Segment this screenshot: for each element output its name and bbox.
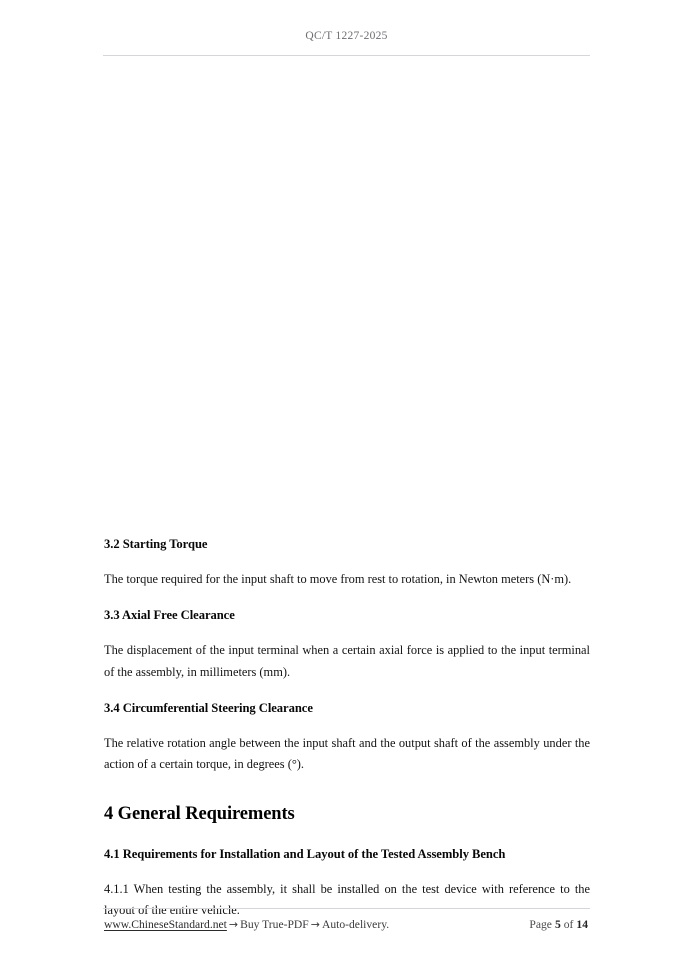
arrow-right-icon: → <box>310 918 320 931</box>
spacer <box>104 776 590 802</box>
page-content <box>104 70 590 921</box>
arrow-right-icon: → <box>228 918 239 931</box>
chinesestandard-site-link[interactable]: www.ChineseStandard.net <box>104 918 227 931</box>
section-paragraph-3-3: The displacement of the input terminal when a certain axial force is applied to the input terminal of the assembly, in millimeters (mm). <box>104 643 590 679</box>
footer-page-word: Page <box>529 918 552 931</box>
footer-divider-rule <box>103 908 590 909</box>
page-footer <box>104 918 590 931</box>
spacer <box>104 683 590 700</box>
chapter-heading-4: 4 General Requirements <box>104 803 295 824</box>
blank-upper-region <box>104 70 590 536</box>
section-heading-3-2: 3.2 Starting Torque <box>104 537 208 551</box>
section-heading-3-3: 3.3 Axial Free Clearance <box>104 608 235 623</box>
footer-promo-auto-delivery: Auto-delivery. <box>321 918 390 931</box>
spacer <box>104 624 590 640</box>
footer-promo-buy-true-pdf: Buy True-PDF <box>240 918 309 931</box>
spacer <box>104 590 590 607</box>
footer-total-pages: 14 <box>576 918 588 931</box>
running-header-standard-code: QC/T 1227-2025 <box>305 30 388 42</box>
spacer <box>104 826 590 846</box>
section-heading-4-1: 4.1 Requirements for Installation and Layout of the Tested Assembly Bench <box>104 846 506 861</box>
section-paragraph-4-1-1: 4.1.1 When testing the assembly, it shall be installed on the test device with reference to the layout of the entire vehicle. <box>104 881 590 918</box>
spacer <box>104 863 590 879</box>
footer-page-indicator <box>528 918 590 931</box>
footer-current-page-number: 5 <box>554 918 561 931</box>
footer-of-word: of <box>563 918 574 931</box>
section-paragraph-3-2: The torque required for the input shaft to move from rest to rotation, in Newton meters (N·m). <box>104 572 572 586</box>
spacer <box>104 717 590 733</box>
footer-promo-text <box>104 918 389 931</box>
header-divider-rule <box>103 55 590 56</box>
section-heading-3-4: 3.4 Circumferential Steering Clearance <box>104 700 313 715</box>
spacer <box>104 553 590 569</box>
section-paragraph-3-4: The relative rotation angle between the input shaft and the output shaft of the assembly under the action of a certain torque, in degrees (°). <box>104 735 590 772</box>
